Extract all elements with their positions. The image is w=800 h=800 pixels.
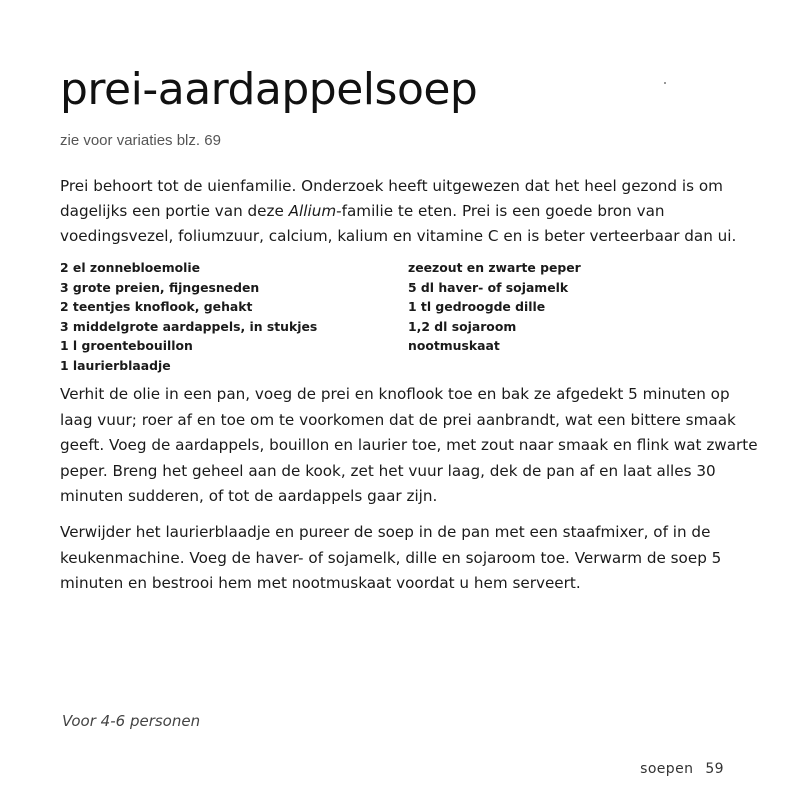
ingredient-item: 1 tl gedroogde dille bbox=[408, 299, 546, 314]
ingredient-item: 5 dl haver- of sojamelk bbox=[408, 279, 569, 295]
servings-note: Voor 4-6 personen bbox=[62, 712, 201, 730]
ingredient-item: zeezout en zwarte peper bbox=[408, 260, 581, 275]
ingredient-item: 3 middelgrote aardappels, in stukjes bbox=[60, 318, 318, 334]
intro-italic-term: Allium bbox=[288, 202, 337, 220]
intro-text-start: Prei behoort tot de uienfamilie. Onderzoek heeft uitgewezen dat het heel gezond is om dagelijks een portie van deze bbox=[60, 177, 723, 220]
variations-reference: zie voor variaties blz. 69 bbox=[60, 132, 221, 149]
recipe-title: prei-aardappelsoep bbox=[60, 64, 478, 115]
ingredient-item: 1 laurierblaadje bbox=[60, 357, 171, 373]
ingredient-item: 2 el zonnebloemolie bbox=[60, 260, 201, 275]
page-footer bbox=[640, 761, 724, 777]
method-step-2: Verwijder het laurierblaadje en pureer de soep in de pan met een staafmixer, of in de keukenmachine. Voeg de haver- of sojamelk, dille en sojaroom toe. Verwarm de soep 5 minuten en bestrooi hem met nootmuskaat voordat u hem serveert. bbox=[60, 523, 722, 592]
print-speck bbox=[664, 82, 666, 84]
ingredient-list-right bbox=[408, 258, 728, 356]
intro-paragraph bbox=[60, 174, 750, 249]
intro-text-end: -familie te eten. Prei is een goede bron van voedingsvezel, foliumzuur, calcium, kalium en vitamine C en is beter verteerbaar dan ui. bbox=[60, 202, 737, 245]
ingredient-list-left bbox=[60, 258, 380, 375]
ingredient-item: 2 teentjes knoflook, gehakt bbox=[60, 299, 253, 314]
ingredient-item: nootmuskaat bbox=[408, 338, 500, 353]
ingredient-item: 3 grote preien, fijngesneden bbox=[60, 279, 260, 295]
ingredient-item: 1 l groentebouillon bbox=[60, 338, 193, 353]
section-name: soepen bbox=[640, 761, 694, 777]
ingredient-item: 1,2 dl sojaroom bbox=[408, 318, 517, 334]
page-number: 59 bbox=[705, 761, 724, 777]
method-step-1: Verhit de olie in een pan, voeg de prei en knoflook toe en bak ze afgedekt 5 minuten op laag vuur; roer af en toe om te voorkomen dat de prei aanbrandt, wat een bittere smaak geeft. Voeg de aardappels, bouillon en laurier toe, met zout naar smaak en flink wat zwarte peper. Breng het geheel aan de kook, zet het vuur laag, dek de pan af en laat alles 30 minuten sudderen, of tot de aardappels gaar zijn. bbox=[60, 385, 758, 505]
